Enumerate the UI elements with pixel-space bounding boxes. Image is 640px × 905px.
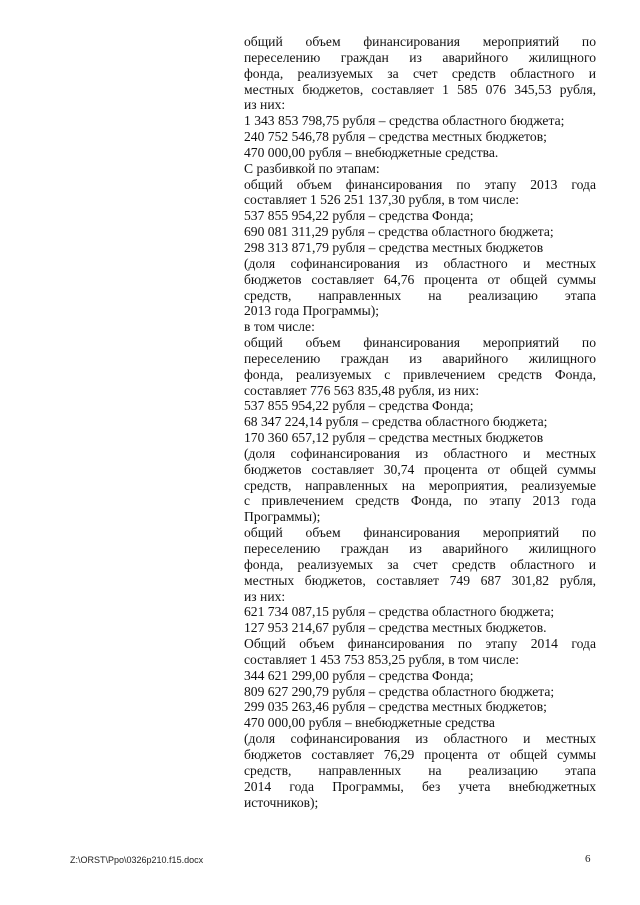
text-line: (доля софинансирования из областного и местных [244, 731, 596, 747]
text-line: общий объем финансирования мероприятий по [244, 525, 596, 541]
text-line: 298 313 871,79 рубля – средства местных бюджетов [244, 239, 544, 255]
text-line: Программы); [244, 509, 321, 525]
text-line: 2013 года Программы); [244, 303, 380, 319]
text-line: из них: [244, 97, 286, 113]
text-line: 690 081 311,29 рубля – средства областного бюджета; [244, 224, 554, 240]
text-line: 470 000,00 рубля – внебюджетные средства. [244, 144, 499, 160]
text-line: источников); [244, 794, 319, 810]
text-line: 470 000,00 рубля – внебюджетные средства [244, 715, 495, 731]
text-line: местных бюджетов, составляет 749 687 301,82 рубля, [244, 572, 596, 588]
text-line: 170 360 657,12 рубля – средства местных бюджетов [244, 430, 544, 446]
text-line: общий объем финансирования мероприятий по [244, 34, 596, 49]
text-line: 809 627 290,79 рубля – средства областного бюджета; [244, 683, 555, 699]
text-line: в том числе: [244, 319, 315, 335]
text-line: бюджетов составляет 30,74 процента от общей суммы [244, 461, 596, 477]
text-line: общий объем финансирования мероприятий по [244, 335, 596, 351]
document-body [244, 34, 596, 810]
text-line: бюджетов составляет 64,76 процента от общей суммы [244, 271, 596, 287]
text-line: переселению граждан из аварийного жилищного [244, 49, 596, 65]
text-line: С разбивкой по этапам: [244, 160, 380, 176]
text-line: 68 347 224,14 рубля – средства областного бюджета; [244, 414, 548, 430]
text-line: 344 621 299,00 рубля – средства Фонда; [244, 667, 474, 683]
footer-page-number: 6 [585, 853, 591, 865]
text-line: средств, направленных на реализацию этапа [244, 762, 596, 778]
text-line: фонда, реализуемых за счет средств областного и [244, 65, 596, 81]
text-line: 621 734 087,15 рубля – средства областного бюджета; [244, 604, 555, 620]
text-line: средств, направленных на реализацию этапа [244, 287, 596, 303]
text-line: составляет 1 526 251 137,30 рубля, в том числе: [244, 192, 520, 208]
text-line: 2014 года Программы, без учета внебюджетных [244, 778, 596, 794]
text-line: общий объем финансирования по этапу 2013 года [244, 176, 596, 192]
footer-file-path: Z:\ORST\Ppo\0326p210.f15.docx [70, 855, 204, 865]
text-line: 240 752 546,78 рубля – средства местных бюджетов; [244, 129, 547, 145]
text-line: переселению граждан из аварийного жилищного [244, 541, 596, 556]
text-line: 537 855 954,22 рубля – средства Фонда; [244, 208, 474, 224]
text-line: местных бюджетов, составляет 1 585 076 345,53 рубля, [244, 81, 596, 97]
text-line: фонда, реализуемых за счет средств областного и [244, 556, 596, 572]
text-line: с привлечением средств Фонда, по этапу 2013 года [244, 493, 596, 509]
text-line: (доля софинансирования из областного и местных [244, 445, 596, 461]
text-line: фонда, реализуемых с привлечением средств Фонда, [244, 366, 596, 382]
text-line: Общий объем финансирования по этапу 2014 года [244, 636, 596, 652]
text-line: средств, направленных на мероприятия, реализуемые [244, 477, 596, 493]
text-line: из них: [244, 588, 286, 604]
text-line: 1 343 853 798,75 рубля – средства областного бюджета; [244, 113, 565, 129]
text-line: (доля софинансирования из областного и местных [244, 255, 596, 271]
text-line: переселению граждан из аварийного жилищного [244, 350, 596, 366]
text-line: составляет 776 563 835,48 рубля, из них: [244, 382, 480, 398]
text-line: бюджетов составляет 76,29 процента от общей суммы [244, 746, 596, 762]
text-line: 299 035 263,46 рубля – средства местных бюджетов; [244, 699, 547, 715]
text-line: 537 855 954,22 рубля – средства Фонда; [244, 398, 474, 414]
text-line: составляет 1 453 753 853,25 рубля, в том числе: [244, 651, 520, 667]
text-line: 127 953 214,67 рубля – средства местных бюджетов. [244, 620, 547, 636]
